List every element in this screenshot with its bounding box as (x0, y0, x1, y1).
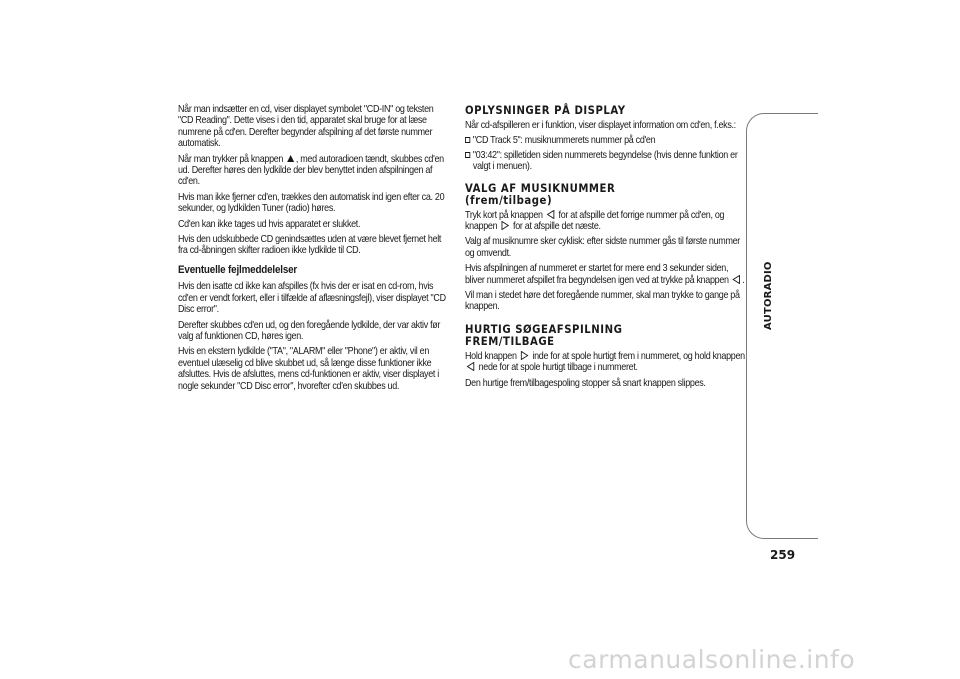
paragraph-restart (465, 263, 745, 286)
heading-track-select (465, 182, 745, 206)
paragraph-short-press (465, 210, 745, 233)
restart-text-b: . (742, 274, 745, 286)
left-triangle-outline-icon (547, 210, 555, 219)
watermark: carmanualsonline.info (568, 645, 856, 674)
short-press-text-b: for at afspille det forrige nummer på cd'en, og knappen (465, 209, 725, 233)
subheading-errors: Eventuelle fejlmeddelelser (178, 263, 298, 276)
paragraph-auto-retract: Hvis man ikke fjerner cd'en, trækkes den automatisk ind igen efter ca. 20 sekunder, og lydkilden Tuner (radio) høres. (178, 191, 445, 215)
heading-fast-search-line1: HURTIG SØGEAFSPILNING (465, 321, 623, 336)
heading-track-select-line2: (frem/tilbage) (465, 192, 553, 207)
bullet-track (465, 135, 745, 146)
side-tab (746, 113, 818, 539)
bullet-track-text: "CD Track 5": musiknummerets nummer på cd'en (472, 135, 656, 147)
right-triangle-outline-icon (501, 221, 509, 230)
bullet-time (465, 150, 745, 173)
hold-text-b: inde for at spole hurtigt frem i nummeret, og hold knappen (532, 350, 745, 362)
paragraph-external-source: Hvis en ekstern lydkilde ("TA", "ALARM" eller "Phone") er aktiv, vil en eventuel ulæselig cd blive skubbet ud, så længe disse funktioner ikke afsluttes. Hvis de afsluttes, mens cd-funktionen er aktiv, viser displayet i nogle sekunder "CD Disc error", hvorefter cd'en skubbes ud. (178, 346, 439, 392)
eject-icon (287, 155, 294, 162)
square-bullet-icon (465, 137, 470, 143)
side-tab-label: AUTORADIO (763, 261, 774, 330)
paragraph-hold (465, 351, 745, 374)
paragraph-cd-insert: Når man indsætter en cd, viser displayet symbolet "CD-IN" og teksten "CD Reading". Dette vises i den tid, apparatet skal bruge for at læse numrene på cd'en. Derefter begynder afspilning af det første nummer automatisk. (178, 104, 434, 150)
short-press-text-a: Tryk kort på knappen (465, 209, 543, 221)
paragraph-reinsert: Hvis den udskubbede CD genindsættes uden at være blevet fjernet helt fra cd-åbningen skifter radioen ikke lydkilde til CD. (178, 234, 442, 257)
paragraph-stop: Den hurtige frem/tilbagespoling stopper så snart knappen slippes. (465, 377, 706, 389)
paragraph-disc-error: Hvis den isatte cd ikke kan afspilles (fx hvis der er isat en cd-rom, hvis cd'en er vendt forkert, eller i tilfælde af aflæsningsfejl), viser displayet "CD Disc error". (178, 281, 446, 316)
heading-display-info: OPLYSNINGER PÅ DISPLAY (465, 103, 626, 117)
eject-text-after: , med autoradioen tændt, skubbes cd'en ud. Derefter høres den lydkilde der blev benyttet inden afspilningen af cd'en. (178, 153, 444, 188)
paragraph-display-intro: Når cd-afspilleren er i funktion, viser displayet information om cd'en, f.eks.: (465, 120, 736, 131)
left-triangle-outline-icon (467, 362, 475, 371)
left-column (178, 104, 451, 396)
right-column (465, 104, 745, 393)
short-press-text-c: for at afspille det næste. (513, 221, 601, 233)
page-number: 259 (770, 548, 796, 562)
hold-text-c: nede for at spole hurtigt tilbage i nummeret. (478, 362, 638, 374)
paragraph-cyclic: Valg af musiknumre sker cyklisk: efter sidste nummer gås til første nummer og omvendt. (465, 236, 740, 259)
heading-fast-search (465, 323, 745, 347)
bullet-time-text: "03:42": spilletiden siden nummerets begyndelse (hvis denne funktion er valgt i menuen). (472, 149, 738, 173)
paragraph-double-press: Vil man i stedet høre det foregående nummer, skal man trykke to gange på knappen. (465, 290, 740, 313)
paragraph-power-off: Cd'en kan ikke tages ud hvis apparatet er slukket. (178, 218, 361, 230)
hold-text-a: Hold knappen (465, 350, 517, 362)
restart-text-a: Hvis afspilningen af nummeret er startet for mere end 3 sekunder siden, bliver nummeret afspillet fra begyndelsen igen ved at trykke på knappen (465, 263, 729, 286)
paragraph-eject (178, 154, 451, 188)
right-triangle-outline-icon (521, 351, 529, 360)
heading-fast-search-line2: FREM/TILBAGE (465, 333, 555, 348)
paragraph-previous-source: Derefter skubbes cd'en ud, og den foregående lydkilde, der var aktiv før valg af funktionen CD, høres igen. (178, 319, 441, 342)
heading-track-select-line1: VALG AF MUSIKNUMMER (465, 180, 616, 195)
square-bullet-icon (465, 152, 470, 158)
left-triangle-outline-icon (733, 275, 741, 284)
eject-text-before: Når man trykker på knappen (178, 153, 284, 165)
